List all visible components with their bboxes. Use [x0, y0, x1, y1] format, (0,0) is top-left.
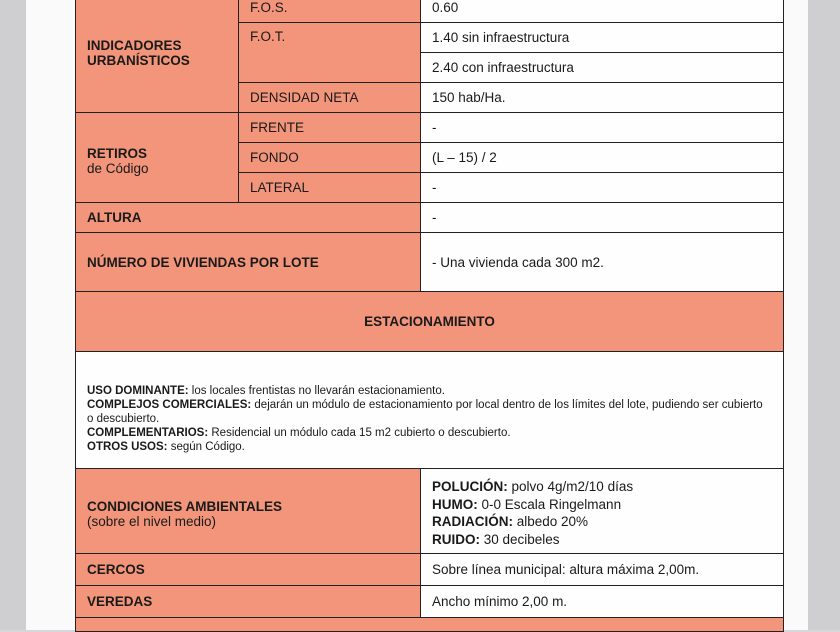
lateral-value: - — [421, 173, 784, 203]
row-ambientales — [76, 469, 784, 554]
ruido-item — [432, 531, 772, 549]
humo-label: HUMO: — [432, 496, 478, 512]
veredas-value: Ancho mínimo 2,00 m. — [421, 586, 784, 618]
retiros-label: RETIROS — [87, 145, 148, 161]
humo-item — [432, 496, 772, 514]
polucion-text: polvo 4g/m2/10 días — [507, 479, 634, 494]
fot-value-1: 1.40 sin infraestructura — [421, 23, 784, 53]
page-margin-left — [0, 0, 26, 630]
row-frente — [76, 113, 784, 143]
ambientales-values-cell — [421, 469, 784, 554]
indicadores-label-line2: URBANÍSTICOS — [87, 52, 190, 68]
lateral-label: LATERAL — [239, 173, 421, 203]
retiros-sublabel: de Código — [87, 160, 149, 176]
fondo-value: (L – 15) / 2 — [421, 143, 784, 173]
densidad-label: DENSIDAD NETA — [239, 83, 421, 113]
complementarios-text: Residencial un módulo cada 15 m2 cubierto o descubierto. — [208, 427, 511, 439]
estacionamiento-item — [87, 426, 772, 440]
estacionamiento-heading: ESTACIONAMIENTO — [76, 292, 784, 352]
fondo-label: FONDO — [239, 143, 421, 173]
complementarios-label: COMPLEMENTARIOS: — [87, 427, 209, 439]
ruido-label: RUIDO: — [432, 531, 480, 547]
densidad-value: 150 hab/Ha. — [421, 83, 784, 113]
row-fos — [76, 0, 784, 23]
radiacion-label: RADIACIÓN: — [432, 514, 513, 529]
radiacion-item — [432, 513, 772, 531]
viviendas-value: - Una vivienda cada 300 m2. — [421, 233, 784, 292]
row-cutoff — [76, 618, 784, 632]
indicadores-label-line1: INDICADORES — [87, 37, 182, 53]
otros-usos-text: según Código. — [167, 441, 245, 453]
altura-label: ALTURA — [76, 203, 421, 233]
fos-label: F.O.S. — [239, 0, 421, 23]
indicadores-label-cell — [76, 0, 239, 113]
polucion-item — [432, 478, 772, 496]
ruido-text: 30 decibeles — [480, 531, 560, 547]
complejos-comerciales-label: COMPLEJOS COMERCIALES: — [87, 399, 252, 411]
row-estacionamiento-heading — [76, 292, 784, 352]
zoning-table — [75, 0, 784, 632]
fot-value-2: 2.40 con infraestructura — [421, 53, 784, 83]
otros-usos-label: OTROS USOS: — [87, 441, 168, 453]
viviendas-label: NÚMERO DE VIVIENDAS POR LOTE — [76, 233, 421, 292]
polucion-label: POLUCIÓN: — [432, 479, 508, 494]
ambientales-label-cell — [76, 469, 421, 554]
uso-dominante-text: los locales frentistas no llevarán estacionamiento. — [188, 385, 445, 397]
ambientales-label: CONDICIONES AMBIENTALES — [87, 499, 283, 514]
retiros-label-cell — [76, 113, 239, 203]
row-cercos — [76, 554, 784, 586]
row-altura — [76, 203, 784, 233]
frente-value: - — [421, 113, 784, 143]
cercos-label: CERCOS — [76, 554, 421, 586]
altura-value: - — [421, 203, 784, 233]
row-veredas — [76, 586, 784, 618]
frente-label: FRENTE — [239, 113, 421, 143]
complejos-comerciales-text: dejarán un módulo de estacionamiento por local dentro de los límites del lote, pudiendo ser cubierto o descubierto. — [87, 399, 763, 425]
radiacion-text: albedo 20% — [513, 514, 589, 529]
row-viviendas — [76, 233, 784, 292]
uso-dominante-label: USO DOMINANTE: — [87, 385, 189, 397]
estacionamiento-item — [87, 440, 772, 454]
humo-text: 0-0 Escala Ringelmann — [477, 496, 622, 512]
estacionamiento-text-cell — [76, 352, 784, 469]
fos-value: 0.60 — [421, 0, 784, 23]
fot-label: F.O.T. — [239, 23, 421, 83]
page-margin-right — [808, 0, 840, 630]
cercos-value: Sobre línea municipal: altura máxima 2,00m. — [421, 554, 784, 586]
estacionamiento-item — [87, 398, 772, 426]
ambientales-sublabel: (sobre el nivel medio) — [87, 514, 217, 529]
estacionamiento-item — [87, 384, 772, 398]
veredas-label: VEREDAS — [76, 586, 421, 618]
cutoff-cell — [76, 618, 784, 632]
row-estacionamiento-text — [76, 352, 784, 469]
